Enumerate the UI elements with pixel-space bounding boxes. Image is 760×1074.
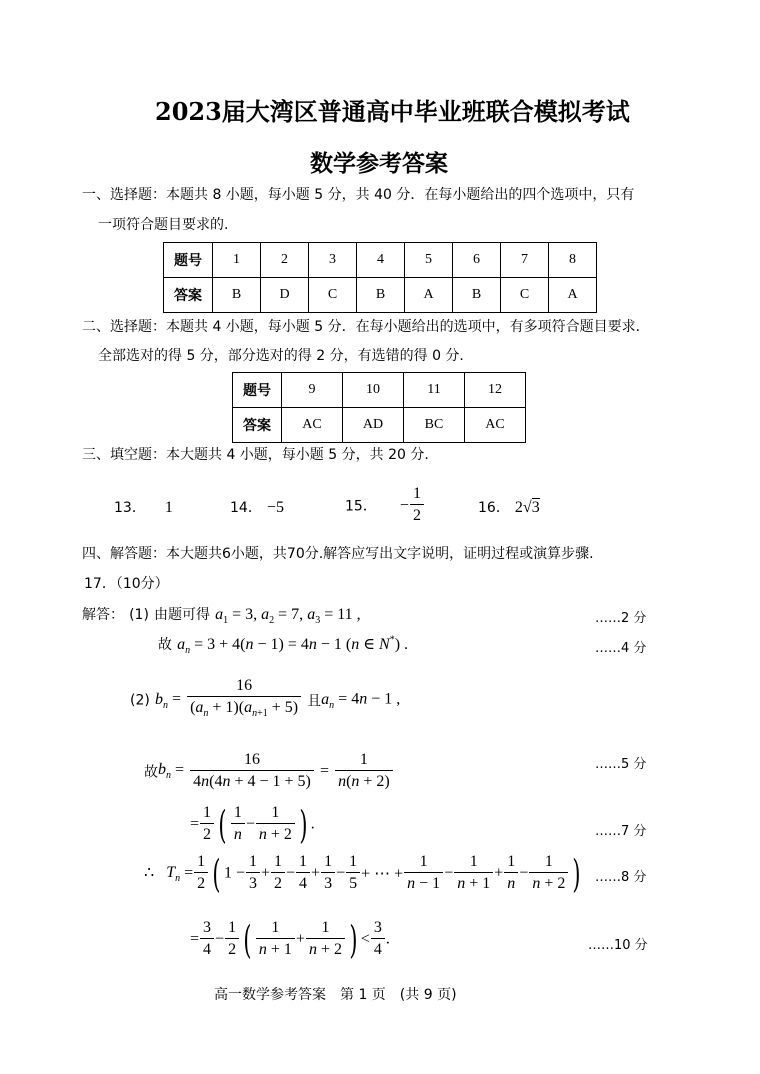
fraction: $\frac{1}{n(n + 2)}$ xyxy=(335,750,393,793)
score-mark: ……7 分 xyxy=(595,824,647,839)
solution-label: 解答： xyxy=(82,607,124,623)
table-cell: C xyxy=(501,278,549,313)
table-header-label: 题号 xyxy=(164,243,213,278)
math-expression: $a_1 = 3$, $a_2 = 7$, $a_3 = 11$ , xyxy=(215,606,361,627)
section3-line1: 三、填空题：本大题共 4 小题，每小题 5 分，共 20 分. xyxy=(82,447,429,463)
fill-answer-14 xyxy=(230,497,284,517)
section2-line1: 二、选择题：本题共 4 小题，每小题 5 分．在每小题给出的选项中，有多项符合题目要求． xyxy=(82,319,650,335)
score-mark: ……4 分 xyxy=(595,641,647,656)
fill-answer-13 xyxy=(114,497,173,517)
table-cell: 2 xyxy=(261,243,309,278)
table-cell: 6 xyxy=(453,243,501,278)
table-cell: B xyxy=(213,278,261,313)
section2-line2: 全部选对的得 5 分，部分选对的得 2 分，有选错的得 0 分. xyxy=(98,348,464,364)
score-mark: ……5 分 xyxy=(595,757,647,772)
fill-answer-16: 16． 2√3 xyxy=(478,499,540,516)
answer-value: 1 xyxy=(164,499,173,516)
section1-line2: 一项符合题目要求的. xyxy=(98,217,229,233)
solution-text: 由题可得 xyxy=(154,607,211,623)
table-cell: A xyxy=(405,278,453,313)
solution-text: 且 xyxy=(307,693,322,710)
part-label: (2) xyxy=(130,692,150,709)
math-expression: $a_n = 3 + 4(n - 1) = 4n - 1$ (n ∈ N*) . xyxy=(177,634,409,657)
table-cell: 3 xyxy=(309,243,357,278)
solution-line-7: = $\frac{3}{4}$ − $\frac{1}{2}$ ( $\frac{1}{n + 1}$ + $\frac{1}{n + 2}$ ) < $\frac{3}{4}$ . xyxy=(190,917,390,962)
question-number: 13． xyxy=(114,500,146,516)
radicand: 3 xyxy=(531,499,540,516)
table-cell: B xyxy=(453,278,501,313)
page-subtitle: 数学参考答案 xyxy=(310,151,448,177)
solution-line-6: ∴ $T_n$ = $\frac{1}{2}$ ( 1 − $\frac{1}{3}$ + $\frac{1}{2}$ − $\frac{1}{4}$ + $\frac{1}{3}$ − $\frac{1}{5}$ + ⋯ + $\frac{1}{n - 1}$ − $\frac{1}{n + 1}$ + $\frac{1}{n}$ − $\frac{1}{n + 2}$ ) xyxy=(144,851,581,896)
section1-answer-table xyxy=(163,242,597,313)
table-cell: 10 xyxy=(343,373,404,408)
page-footer: 高一数学参考答案 第 1 页 (共 9 页) xyxy=(214,987,457,1003)
table-cell: 9 xyxy=(282,373,343,408)
solution-line-2 xyxy=(158,634,408,656)
table-cell: B xyxy=(357,278,405,313)
fill-answer-15 xyxy=(345,484,425,527)
solution-line-1 xyxy=(82,604,361,626)
question-17-header: 17．（10分） xyxy=(84,576,169,592)
answer-sign: − xyxy=(399,496,409,514)
score-mark: ……8 分 xyxy=(595,870,647,885)
fraction-denominator: 2 xyxy=(410,504,424,527)
question-number: 15． xyxy=(345,498,377,515)
table-cell: AD xyxy=(343,408,404,443)
table-cell: C xyxy=(309,278,357,313)
table-answer-label: 答案 xyxy=(233,408,282,443)
table-cell: BC xyxy=(404,408,465,443)
fraction: $\frac{16}{4n(4n + 4 - 1 + 5)}$ xyxy=(190,750,314,793)
solution-line-3: (2) $b_n$ = $\frac{16}{(a_n + 1)(a_{n+1} + 5)}$ 且$a_n = 4n - 1$ , xyxy=(130,676,400,725)
question-number: 14． xyxy=(230,500,262,516)
solution-line-5: = $\frac{1}{2}$ ( $\frac{1}{n}$ − $\frac{1}{n + 2}$ ) . xyxy=(190,802,315,847)
table-cell: 7 xyxy=(501,243,549,278)
fraction-numerator: 1 xyxy=(412,485,421,502)
table-cell: 1 xyxy=(213,243,261,278)
section1-line1: 一、选择题：本题共 8 小题，每小题 5 分，共 40 分．在每小题给出的四个选项中，只有 xyxy=(82,187,635,203)
table-cell: D xyxy=(261,278,309,313)
table-cell: 5 xyxy=(405,243,453,278)
table-header-label: 题号 xyxy=(233,373,282,408)
page-title: 2023届大湾区普通高中毕业班联合模拟考试 xyxy=(155,97,630,126)
solution-line-4: 故$b_n$ = $\frac{16}{4n(4n + 4 - 1 + 5)}$ = $\frac{1}{n(n + 2)}$ xyxy=(144,750,394,793)
table-cell: 12 xyxy=(465,373,526,408)
section4-line1: 四、解答题：本大题共6小题，共70分.解答应写出文字说明，证明过程或演算步骤. xyxy=(82,546,594,562)
part-label: (1) xyxy=(129,607,149,623)
table-cell: 4 xyxy=(357,243,405,278)
fraction: $\frac{16}{(a_n + 1)(a_{n+1} + 5)}$ xyxy=(187,676,301,725)
section2-answer-table xyxy=(232,372,526,443)
table-cell: AC xyxy=(282,408,343,443)
table-cell: AC xyxy=(465,408,526,443)
answer-value: 2 xyxy=(514,499,523,516)
question-number: 16． xyxy=(478,500,510,516)
solution-text: 故 xyxy=(158,637,172,653)
table-answer-label: 答案 xyxy=(164,278,213,313)
answer-value: −5 xyxy=(266,499,284,516)
table-cell: A xyxy=(549,278,597,313)
score-mark: ……10 分 xyxy=(588,938,648,953)
table-cell: 8 xyxy=(549,243,597,278)
solution-text: 故 xyxy=(144,764,158,781)
table-cell: 11 xyxy=(404,373,465,408)
score-mark: ……2 分 xyxy=(595,611,647,626)
